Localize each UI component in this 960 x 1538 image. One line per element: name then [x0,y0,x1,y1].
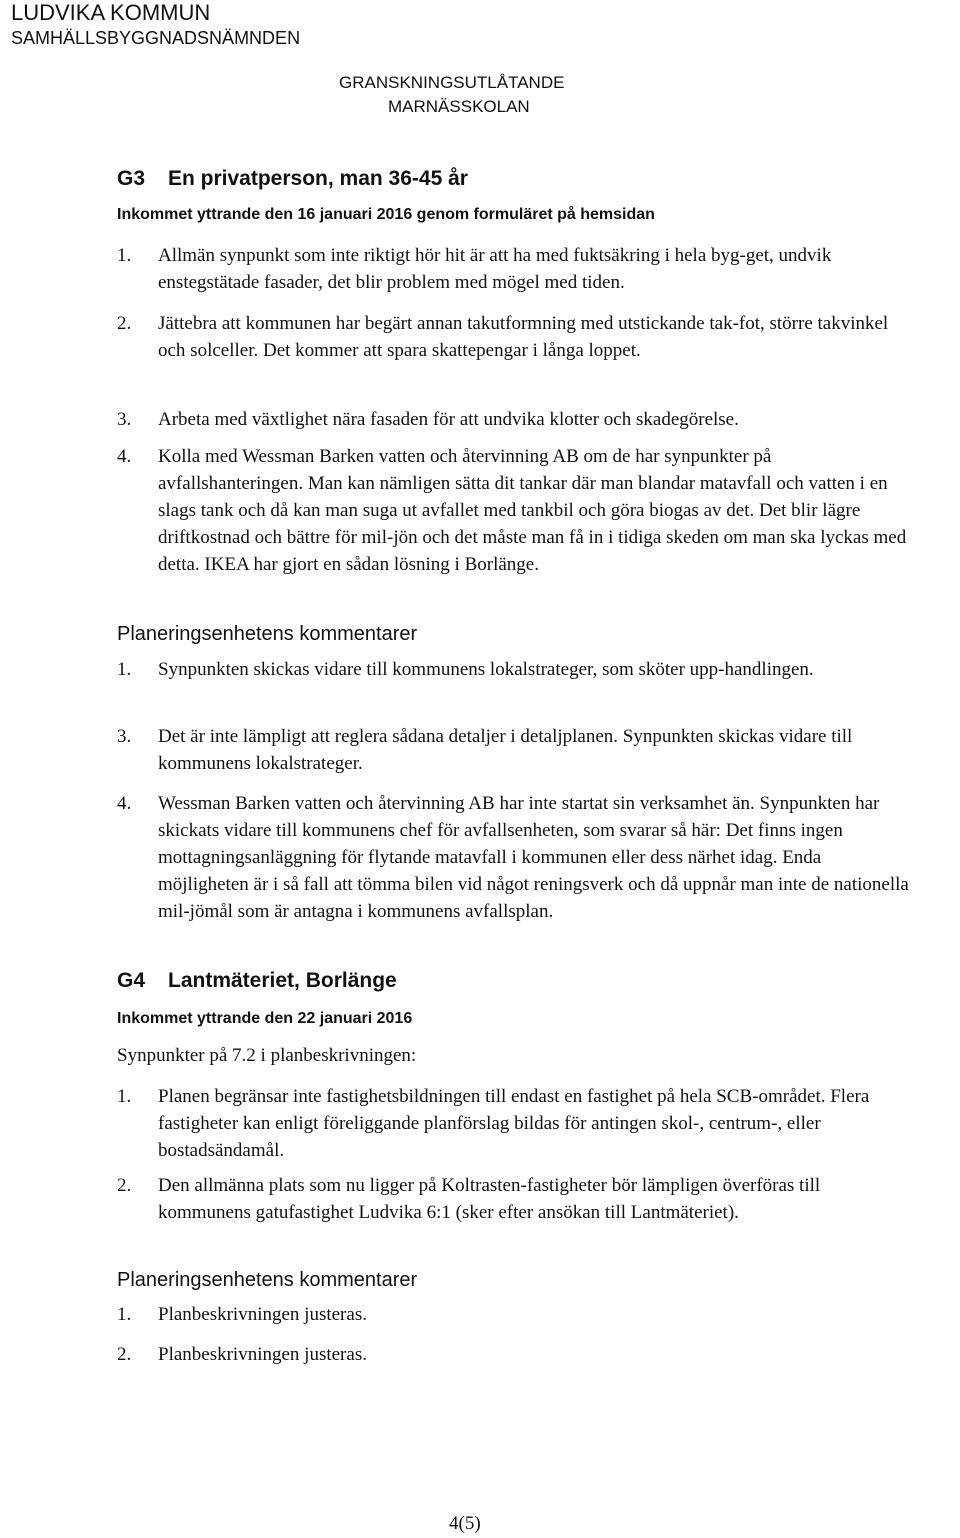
item-text: Arbeta med växtlighet nära fasaden för att undvika klotter och skadegörelse. [158,409,739,430]
list-item [117,1083,912,1164]
section-title: En privatperson, man 36-45 år [168,167,468,190]
page-number: 4(5) [449,1513,481,1534]
document-type: GRANSKNINGSUTLÅTANDE [339,73,565,92]
department-name: SAMHÄLLSBYGGNADSNÄMNDEN [11,28,301,48]
item-number: 4. [117,793,132,814]
project-name: MARNÄSSKOLAN [388,97,530,116]
item-text: Den allmänna plats som nu ligger på Koltrasten-fastigheter bör lämpligen överföras till kommunens gatufastighet Ludvika 6:1 (sker efter ansökan till Lantmäteriet). [158,1175,821,1223]
comments-heading: Planeringsenhetens kommentarer [117,623,418,645]
item-text: Kolla med Wessman Barken vatten och återvinning AB om de har synpunkter på avfallshanteringen. Man kan nämligen sätta dit tankar där man blandar matavfall och vatten i en slags tank och då kan man suga ut avfallet med tankbil och göra biogas av det. Det blir lägre driftkostnad och bättre för mil-jön och det måste man få in i tidiga skeden om man ska lyckas med detta. IKEA har gjort en sådan lösning i Borlänge. [158,446,907,575]
list-item [117,1301,912,1328]
item-text: Wessman Barken vatten och återvinning AB har inte startat sin verksamhet än. Synpunkten har skickats vidare till kommunens chef för avfallsenheten, som svarar så här: Det finns ingen mottagningsanläggning för flytande matavfall i kommunen eller dess närhet idag. Enda möjligheten är i så fall att tömma bilen vid något reningsverk och då uppnår man inte de nationella mil-jömål som är antagna i kommunens avfallsplan. [158,793,909,922]
list-item [117,656,912,683]
received-line: Inkommet yttrande den 16 januari 2016 genom formuläret på hemsidan [117,206,655,223]
organization-name: LUDVIKA KOMMUN [11,0,211,25]
list-item [117,443,912,578]
list-item [117,310,912,364]
item-number: 1. [117,245,132,266]
item-number: 1. [117,1304,132,1325]
item-text: Jättebra att kommunen har begärt annan takutformning med utstickande tak-fot, större takvinkel och solceller. Det kommer att spara skattepengar i långa loppet. [158,313,889,361]
item-text: Planen begränsar inte fastighetsbildningen till endast en fastighet på hela SCB-området. Flera fastigheter kan enligt föreliggande planförslag bildas för antingen skol-, centrum-, eller bostadsändamål. [158,1086,870,1161]
section-heading-g3 [117,166,468,192]
item-number: 3. [117,409,132,430]
item-number: 3. [117,726,132,747]
section-heading-g4 [117,968,397,994]
item-number: 4. [117,446,132,467]
item-text: Synpunkten skickas vidare till kommunens lokalstrateger, som sköter upp-handlingen. [158,659,814,680]
intro-text: Synpunkter på 7.2 i planbeskrivningen: [117,1045,417,1066]
item-text: Det är inte lämpligt att reglera sådana detaljer i detaljplanen. Synpunkten skickas vidare till kommunens lokalstrateger. [158,726,853,774]
section-title: Lantmäteriet, Borlänge [168,969,397,992]
list-item [117,406,912,433]
item-number: 2. [117,1344,132,1365]
item-number: 1. [117,1086,132,1107]
list-item [117,242,912,296]
item-text: Planbeskrivningen justeras. [158,1344,367,1365]
section-number: G4 [117,969,146,992]
list-item [117,790,912,925]
received-line: Inkommet yttrande den 22 januari 2016 [117,1010,413,1027]
item-number: 1. [117,659,132,680]
list-item [117,723,912,777]
list-item [117,1172,912,1226]
comments-heading: Planeringsenhetens kommentarer [117,1269,418,1291]
list-item [117,1341,912,1368]
section-number: G3 [117,167,146,190]
item-number: 2. [117,313,132,334]
item-text: Planbeskrivningen justeras. [158,1304,367,1325]
item-text: Allmän synpunkt som inte riktigt hör hit är att ha med fuktsäkring i hela byg-get, undvik enstegstätade fasader, det blir problem med mögel med tiden. [158,245,832,293]
item-number: 2. [117,1175,132,1196]
